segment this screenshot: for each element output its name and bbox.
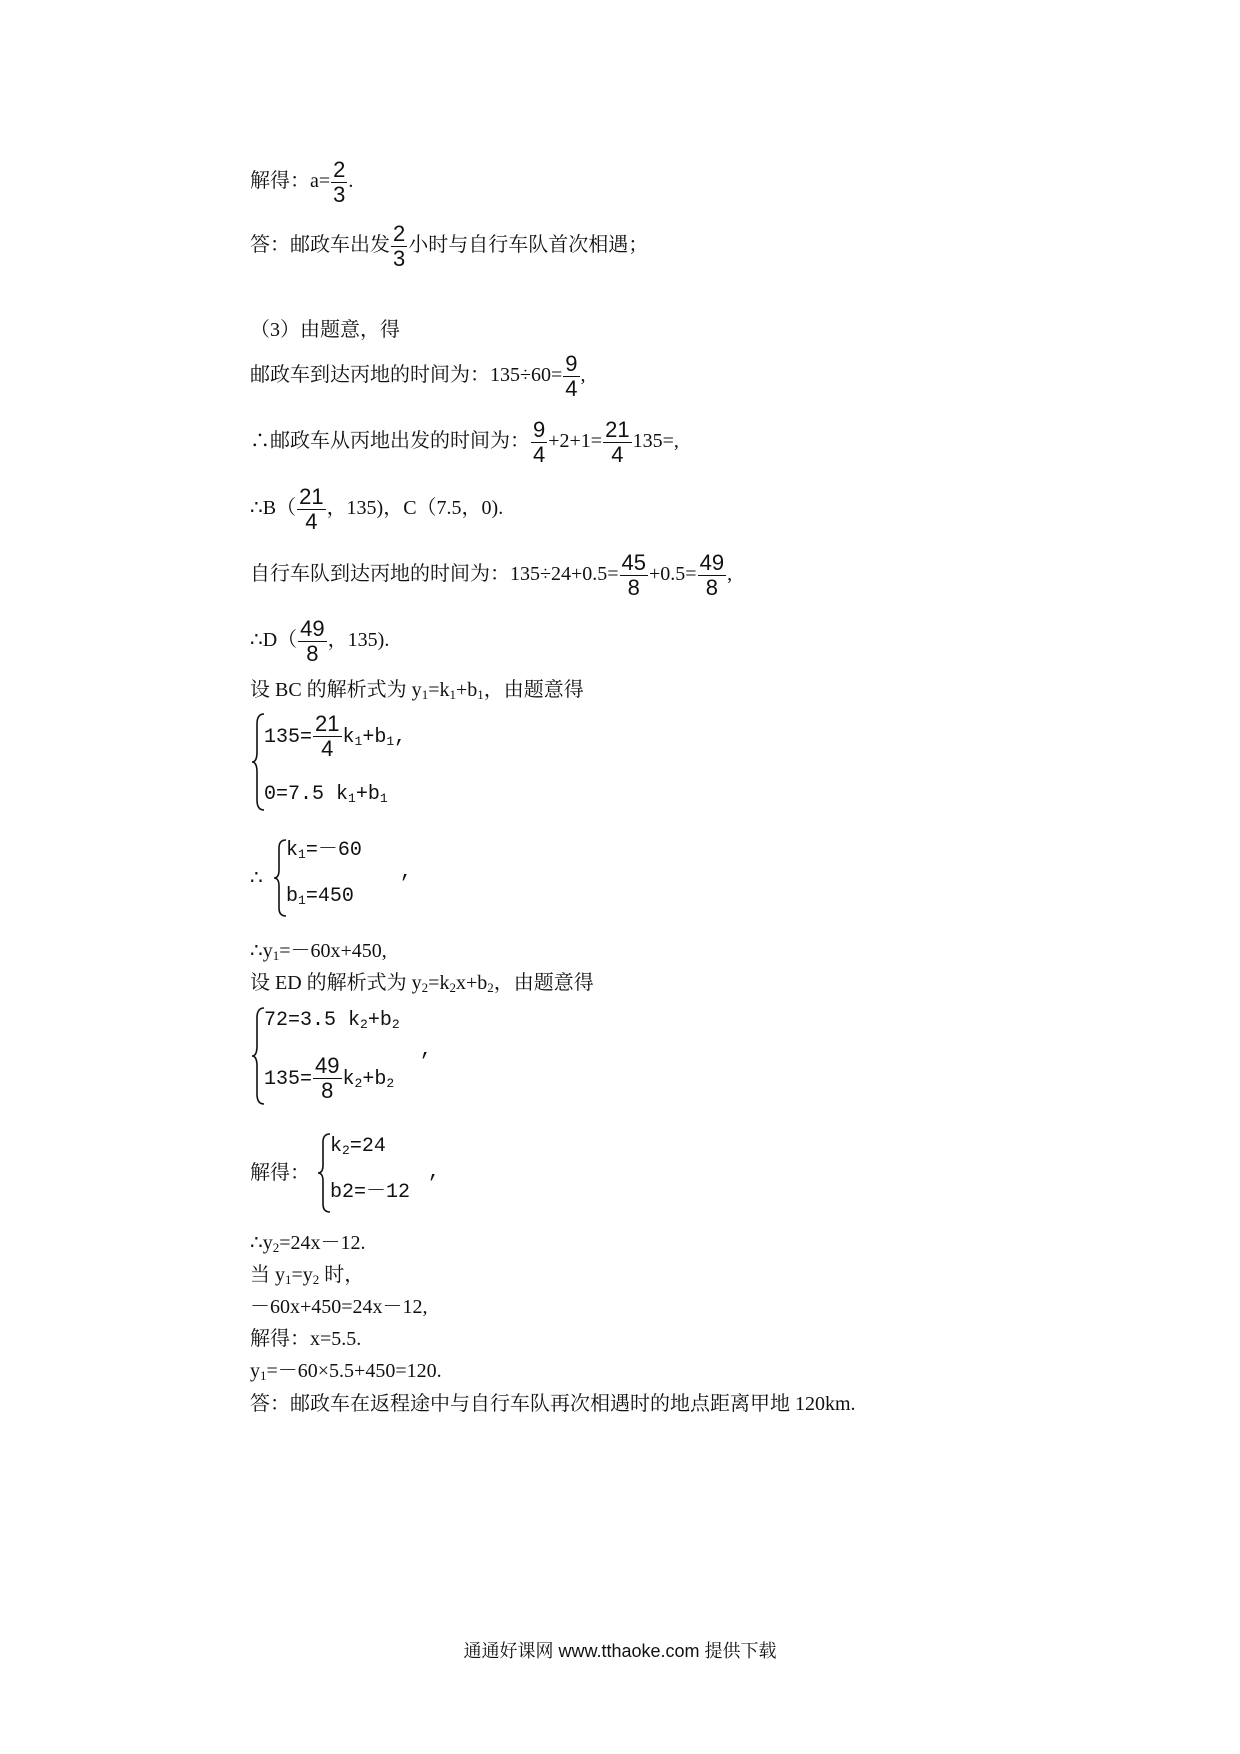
text: ，由题意得: [483, 679, 584, 701]
subscript: 2: [487, 980, 494, 995]
equation-row: [286, 838, 362, 868]
numerator: 21: [299, 484, 324, 509]
text: 答：邮政车出发: [250, 234, 390, 257]
text: =y: [291, 1264, 313, 1286]
numerator: 2: [393, 221, 406, 246]
equation-system-ed: [250, 1006, 490, 1106]
fraction: [313, 712, 341, 761]
text: +2+1=: [548, 430, 603, 453]
equation-row: [330, 1180, 410, 1206]
subscript: 2: [272, 1240, 280, 1255]
postal-arrival-time: [250, 352, 586, 401]
denominator: 3: [393, 246, 406, 271]
text: ，135).: [327, 629, 390, 652]
numerator: 21: [605, 417, 630, 442]
subscript: 1: [477, 687, 484, 702]
text: +0.5=: [649, 563, 697, 586]
text: ，135)，C（7.5，0).: [326, 497, 504, 520]
text: 设 BC 的解析式为 y: [250, 679, 422, 701]
fraction: [563, 352, 579, 401]
text: +b: [355, 783, 380, 806]
text: y: [250, 1360, 260, 1382]
subscript: 2: [354, 1075, 363, 1091]
text: .: [348, 170, 354, 193]
denominator: 4: [603, 442, 631, 467]
fraction: [331, 158, 347, 207]
text: =－60×5.5+450=120.: [266, 1360, 442, 1382]
text: 135=: [264, 1067, 313, 1091]
denominator: 4: [297, 509, 325, 534]
equation-row: [330, 1134, 386, 1164]
denominator: 8: [620, 575, 648, 600]
text: +b: [362, 725, 387, 749]
text: ,: [420, 1039, 433, 1062]
subscript: 2: [312, 1272, 320, 1287]
text: 72=3.5 k: [264, 1009, 361, 1032]
text: 答：邮政车在返程途中与自行车队再次相遇时的地点距离甲地 120km.: [250, 1393, 856, 1415]
bike-arrival-time: [250, 551, 732, 600]
numerator: 9: [533, 417, 546, 442]
y1-result: [250, 938, 387, 969]
denominator: 3: [333, 182, 346, 207]
text: ，由题意得: [493, 972, 594, 994]
equation-row: [264, 712, 406, 761]
fraction: [698, 551, 726, 600]
text: +b: [367, 1009, 392, 1032]
equation-comma: [420, 1038, 432, 1064]
text: 小时与自行车队首次相遇；: [408, 234, 649, 257]
therefore-symbol: [250, 865, 263, 891]
text: k: [342, 1067, 355, 1091]
text: x+b: [455, 972, 488, 994]
answer-first-meet: [250, 222, 648, 271]
fraction: [620, 551, 648, 600]
final-answer: [250, 1391, 856, 1417]
text: 解得：a=: [250, 170, 331, 193]
denominator: 4: [533, 442, 546, 467]
fraction: [603, 418, 631, 467]
text: ∴B（: [250, 497, 297, 520]
answer-line-a: [250, 158, 353, 207]
text: －60x+450=24x－12,: [250, 1296, 428, 1318]
fraction: [391, 222, 407, 271]
subscript: 2: [342, 1143, 350, 1158]
subscript: 2: [360, 1017, 368, 1032]
text: ∴y: [250, 1232, 273, 1254]
text: 135=,: [632, 430, 679, 453]
denominator: 8: [313, 1078, 341, 1103]
solve-label: [250, 1160, 310, 1186]
ed-setup: [250, 970, 594, 1001]
text: +b: [362, 1067, 387, 1091]
fraction: [297, 485, 325, 534]
text: =k: [428, 679, 450, 701]
equation-line: [250, 1294, 428, 1320]
text: 邮政车到达丙地的时间为：135÷60=: [250, 364, 563, 387]
subscript: 2: [449, 980, 456, 995]
subscript: 1: [348, 791, 356, 806]
text: k: [342, 725, 355, 749]
equation-row: [286, 884, 354, 914]
text: b: [286, 885, 299, 908]
subscript: 1: [272, 948, 280, 963]
x-solution: [250, 1326, 361, 1352]
equation-comma: [400, 860, 412, 886]
numerator: 9: [565, 351, 578, 376]
subscript: 1: [354, 733, 363, 749]
subscript: 1: [386, 733, 395, 749]
text: k: [330, 1135, 343, 1158]
fraction: [298, 617, 326, 666]
page-footer: 通通好课网 www.tthaoke.com 提供下载: [463, 1641, 777, 1661]
numerator: 49: [315, 1053, 340, 1078]
numerator: 45: [621, 550, 647, 575]
text: ∴D（: [250, 629, 298, 652]
text: ,: [727, 563, 733, 586]
text: 自行车队到达丙地的时间为：135÷24+0.5=: [250, 563, 619, 586]
denominator: 8: [298, 641, 326, 666]
denominator: 8: [698, 575, 726, 600]
y2-result: [250, 1230, 366, 1261]
numerator: 49: [300, 616, 325, 641]
part3-heading: [250, 317, 400, 343]
equation-row: [264, 782, 388, 812]
equation-comma: [428, 1160, 440, 1186]
y1-value: [250, 1358, 442, 1389]
text: ,: [400, 861, 413, 884]
numerator: 2: [333, 157, 346, 182]
text: ,: [428, 1161, 441, 1184]
text: =24: [349, 1135, 386, 1158]
text: 解得：x=5.5.: [250, 1328, 362, 1350]
subscript: 2: [391, 1017, 400, 1032]
equation-row: [264, 1054, 394, 1103]
subscript: 1: [421, 687, 429, 702]
text: =450: [305, 885, 354, 908]
subscript: 1: [260, 1368, 267, 1383]
text: 0=7.5 k: [264, 783, 349, 806]
text: b2=－12: [330, 1181, 411, 1204]
equation-system-bc-solution: [272, 838, 422, 918]
equation-system-ed-solution: [316, 1132, 466, 1214]
text: 解得：: [250, 1162, 310, 1184]
subscript: 1: [449, 687, 456, 702]
points-b-c: [250, 485, 503, 534]
text: ,: [580, 364, 586, 387]
numerator: 21: [315, 711, 340, 736]
text: 当 y: [250, 1264, 285, 1286]
point-d: [250, 617, 389, 666]
text: 设 ED 的解析式为 y: [250, 972, 422, 994]
text: ,: [394, 725, 407, 749]
text: （3）由题意，得: [250, 319, 400, 341]
text: ∴y: [250, 940, 273, 962]
text: ∴邮政车从丙地出发的时间为：: [250, 430, 530, 453]
text: k: [286, 839, 299, 862]
bc-setup: [250, 677, 584, 708]
denominator: 4: [565, 376, 578, 401]
numerator: 49: [699, 550, 725, 575]
fraction: [531, 418, 547, 467]
subscript: 2: [386, 1075, 395, 1091]
subscript: 1: [285, 1272, 292, 1287]
when-equal: [250, 1262, 364, 1293]
subscript: 2: [421, 980, 429, 995]
text: 时，: [319, 1264, 365, 1286]
text: 135=: [264, 725, 313, 749]
equation-system-bc: [250, 712, 490, 812]
text: =－60: [305, 839, 362, 862]
denominator: 4: [313, 736, 341, 761]
fraction: [313, 1054, 341, 1103]
equation-row: [264, 1008, 400, 1038]
text: =－60x+450,: [279, 940, 387, 962]
subscript: 1: [298, 847, 306, 862]
text: =k: [428, 972, 450, 994]
text: =24x－12.: [279, 1232, 366, 1254]
text: +b: [455, 679, 478, 701]
text: ∴: [250, 867, 263, 889]
subscript: 1: [379, 791, 388, 806]
postal-departure-time: [250, 418, 679, 467]
subscript: 1: [298, 893, 306, 908]
